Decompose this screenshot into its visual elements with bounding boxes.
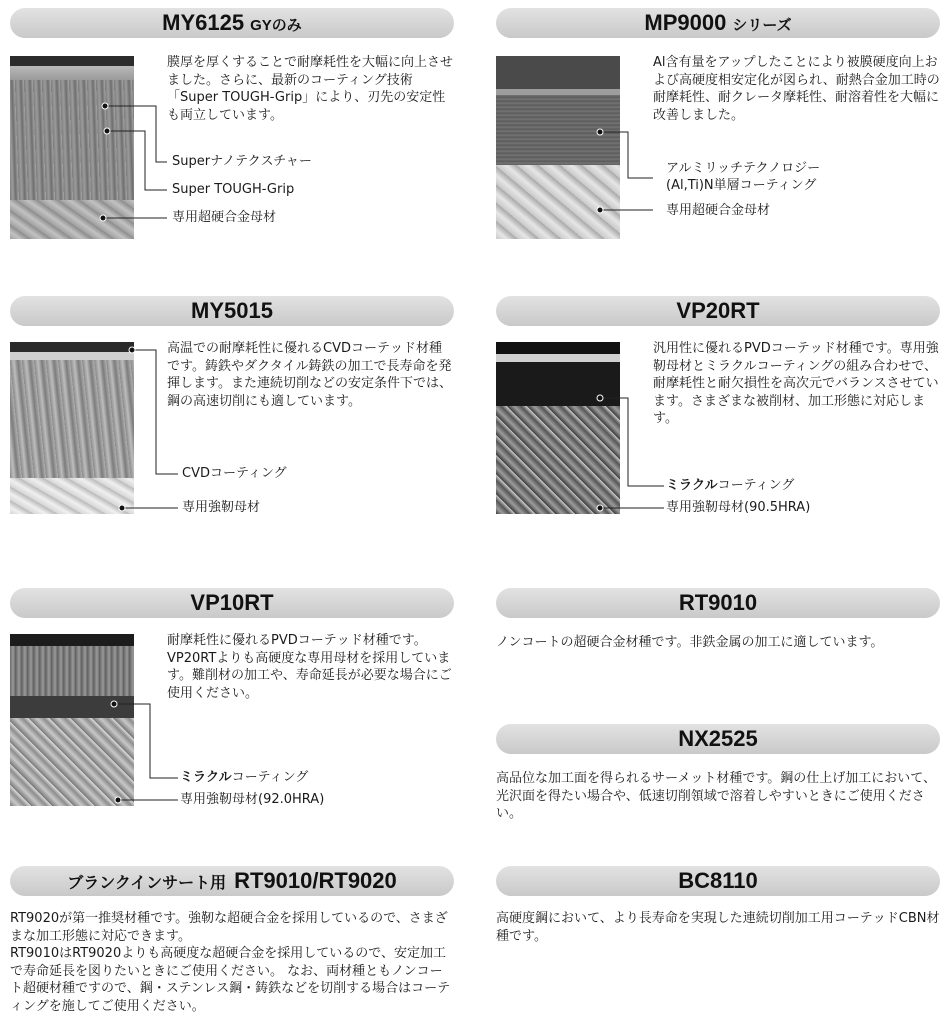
label-bold: ミラクル — [180, 770, 232, 785]
label-substrate: 専用強靭母材 — [182, 500, 261, 515]
grade-header-blank-insert — [10, 866, 454, 896]
label-bold: ミラクル — [666, 478, 718, 493]
leader-lines — [10, 8, 454, 244]
grade-description: Al含有量をアップしたことにより被膜硬度向上および高硬度相安定化が図られ、耐熱合金加工時の耐摩耗性、耐クレータ摩耗性、耐溶着性を大幅に改善しました。 — [653, 55, 940, 123]
grade-title: MY6125 — [162, 10, 245, 35]
section-vp20rt — [496, 296, 940, 526]
grade-description: 膜厚を厚くすることで耐摩耗性を大幅に向上させました。さらに、最新のコーティング技術「Super TOUGH-Grip」により、刃先の安定性も両立しています。 — [167, 55, 454, 123]
grade-description: 汎用性に優れるPVDコーテッド材種です。専用強靭母材とミラクルコーティングの組み合わせで、耐摩耗性と耐欠損性を高次元でバランスさせています。さまざまな被削材、加工形態に対応します。 — [653, 341, 939, 426]
grade-description: 高品位な加工面を得られるサーメット材種です。鋼の仕上げ加工において、光沢面を得たい場合や、低速切削領域で溶着しやすいときにご使用ください。 — [496, 771, 937, 821]
label-miracle-coating — [180, 770, 308, 786]
label-substrate: 専用強靭母材(92.0HRA) — [180, 792, 325, 807]
label-super-tough-grip: Super TOUGH-Grip — [172, 182, 295, 197]
grade-description: 高硬度鋼において、より長寿命を実現した連続切削加工用コーテッドCBN材種です。 — [496, 911, 940, 944]
label-alumi-rich: アルミリッチテクノロジー — [666, 161, 821, 176]
grade-description: ノンコートの超硬合金材種です。非鉄金属の加工に適しています。 — [496, 635, 884, 650]
section-rt9010 — [496, 588, 940, 668]
label-miracle-coating — [666, 478, 794, 494]
section-vp10rt — [10, 588, 454, 818]
label-cvd-coating: CVDコーティング — [182, 466, 287, 481]
grade-title: BC8110 — [678, 868, 758, 893]
description-paragraph-1: RT9020が第一推奨材種です。強靭な超硬合金を採用しているので、さまざまな加工形態に対応できます。 — [10, 911, 448, 944]
grade-prefix: ブランクインサート用 — [67, 875, 227, 892]
grade-title: NX2525 — [678, 726, 758, 751]
label-substrate: 専用超硬合金母材 — [172, 210, 277, 225]
grade-suffix: シリーズ — [732, 17, 792, 34]
grade-title: MP9000 — [644, 10, 727, 35]
section-blank-insert — [10, 866, 454, 1016]
grade-description: 耐摩耗性に優れるPVDコーテッド材種です。VP20RTよりも高硬度な専用母材を採用しています。難削材の加工や、寿命延長が必要な場合にご使用ください。 — [167, 633, 452, 701]
grade-header-bc8110 — [496, 866, 940, 896]
section-bc8110 — [496, 866, 940, 966]
label-substrate: 専用超硬合金母材 — [666, 203, 771, 218]
label-rest: コーティング — [717, 478, 795, 493]
section-nx2525 — [496, 724, 940, 834]
grade-title: RT9010/RT9020 — [234, 868, 397, 893]
grade-title: VP20RT — [676, 298, 760, 323]
label-substrate: 専用強靭母材(90.5HRA) — [666, 500, 811, 515]
grade-description — [10, 910, 454, 1015]
grade-description: 高温での耐摩耗性に優れるCVDコーテッド材種です。鋳鉄やダクタイル鋳鉄の加工で長寿命を発揮します。また連続切削などの安定条件下では、鋼の高速切削にも適しています。 — [167, 341, 452, 409]
label-super-nanotexture: Superナノテクスチャー — [172, 154, 312, 169]
section-mp9000 — [496, 8, 940, 244]
description-paragraph-2: RT9010はRT9020よりも高硬度な超硬合金を採用しているので、安定加工で寿命延長を図りたいときにご使用ください。 なお、両材種ともノンコート超硬材種ですので、鋼・ステンレス鋼・鋳鉄などを切削する場合はコーティングを施してご使用ください。 — [10, 946, 451, 1014]
label-altin-coating: (Al,Ti)N単層コーティング — [666, 178, 817, 193]
grade-title: MY5015 — [191, 298, 273, 323]
section-my5015 — [10, 296, 454, 526]
section-my6125 — [10, 8, 454, 244]
grade-header-rt9010 — [496, 588, 940, 618]
label-rest: コーティング — [231, 770, 309, 785]
grade-title: RT9010 — [678, 590, 758, 615]
grade-title: VP10RT — [190, 590, 274, 615]
grade-header-nx2525 — [496, 724, 940, 754]
grade-suffix: GYのみ — [250, 17, 302, 34]
leader-lines — [10, 296, 454, 526]
